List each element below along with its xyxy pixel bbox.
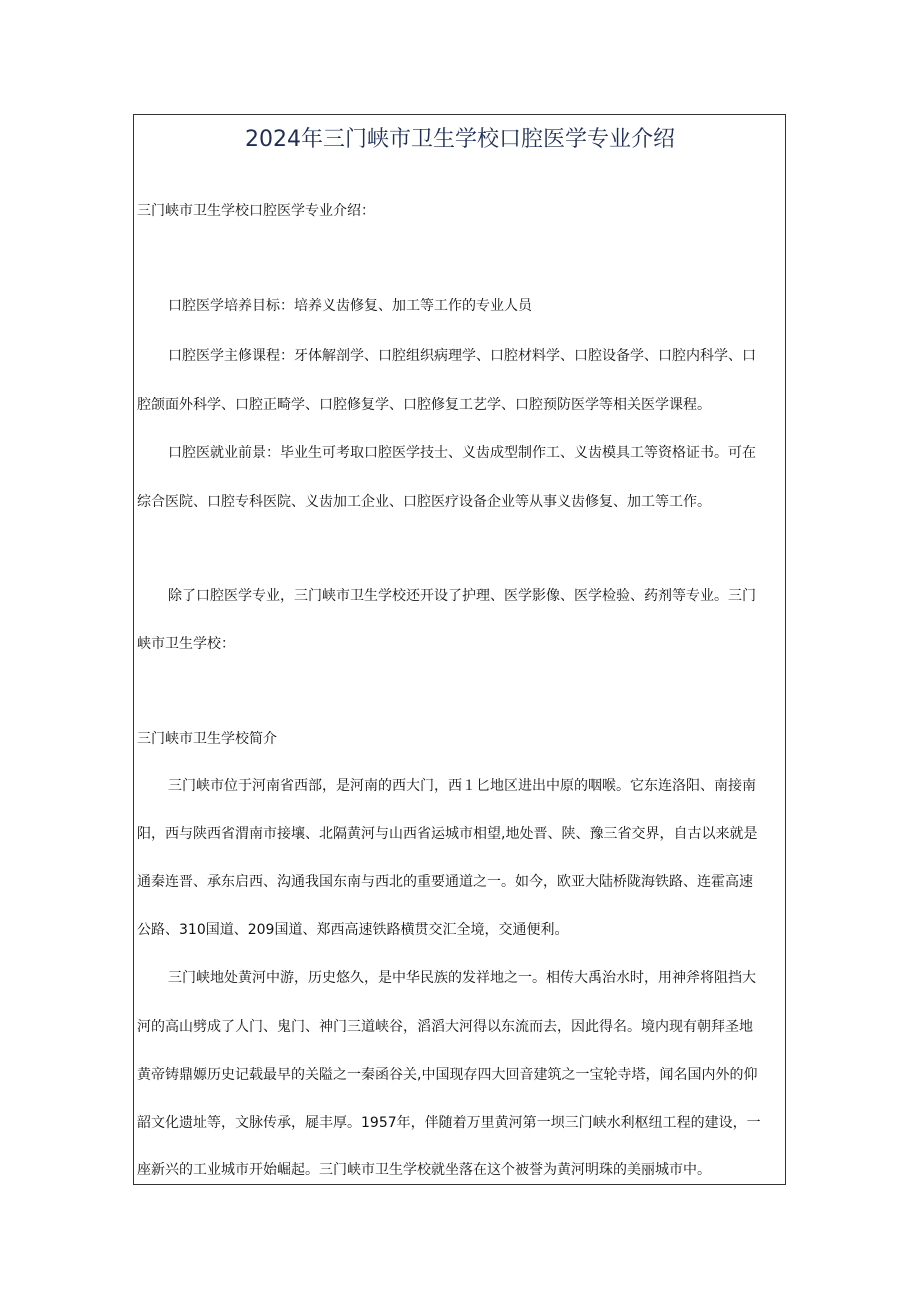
section-heading-intro: 三门峡市卫生学校口腔医学专业介绍：: [137, 203, 375, 219]
city-location-text: 三门峡市位于河南省西部，是河南的西大门，西１匕地区进出中原的咽喉。它东连洛阳、南接南: [168, 778, 756, 794]
main-courses-text: 口腔医学主修课程：牙体解剖学、口腔组织病理学、口腔材料学、口腔设备学、口腔内科学、口: [168, 348, 756, 364]
employment-prospect-text-continued: 综合医院、口腔专科医院、义齿加工企业、口腔医疗设备企业等从事义齿修复、加工等工作。: [137, 494, 711, 510]
other-majors-text-continued: 峡市卫生学校：: [137, 636, 235, 652]
city-history-text-line5: 座新兴的工业城市开始崛起。三门峡市卫生学校就坐落在这个被誉为黄河明珠的美丽城市中。: [137, 1162, 711, 1178]
training-goal-text: 口腔医学培养目标：培养义齿修复、加工等工作的专业人员: [168, 298, 532, 314]
city-location-text-line4: 公路、310国道、209国道、郑西高速铁路横贯交汇全境，交通便利。: [137, 922, 569, 938]
other-majors-text: 除了口腔医学专业，三门峡市卫生学校还开设了护理、医学影像、医学检验、药剂等专业。三门: [168, 588, 756, 604]
main-courses-text-continued: 腔颌面外科学、口腔正畸学、口腔修复学、口腔修复工艺学、口腔预防医学等相关医学课程。: [137, 397, 711, 413]
employment-prospect-text: 口腔医就业前景：毕业生可考取口腔医学技士、义齿成型制作工、义齿模具工等资格证书。可在: [168, 445, 756, 461]
city-location-text-line2: 阳，西与陕西省渭南市接壤、北隔黄河与山西省运城市相望,地处晋、陕、豫三省交界，自古以来就是: [137, 826, 758, 842]
city-history-text-line2: 河的高山劈成了人门、鬼门、神门三道峡谷，滔滔大河得以东流而去，因此得名。境内现有朝拜圣地: [137, 1019, 753, 1035]
city-location-text-line3: 通秦连晋、承东启西、沟通我国东南与西北的重要通道之一。如今，欧亚大陆桥陇海铁路、连霍高速: [137, 874, 753, 890]
city-history-text-line3: 黄帝铸鼎嫄历史记载最早的关隘之一秦函谷关,中国现存四大回音建筑之一宝轮寺塔，闻名国内外的仰: [137, 1067, 758, 1083]
city-history-text-line4: 韶文化遗址等，文脉传承，屣丰厚。1957年，伴随着万里黄河第一坝三门峡水利枢纽工程的建设，一: [137, 1115, 761, 1131]
school-intro-heading: 三门峡市卫生学校简介: [137, 731, 277, 747]
city-history-text: 三门峡地处黄河中游，历史悠久，是中华民族的发祥地之一。相传大禹治水时，用神斧将阻挡大: [168, 970, 756, 986]
document-title: 2024年三门峡市卫生学校口腔医学专业介绍: [245, 127, 675, 152]
